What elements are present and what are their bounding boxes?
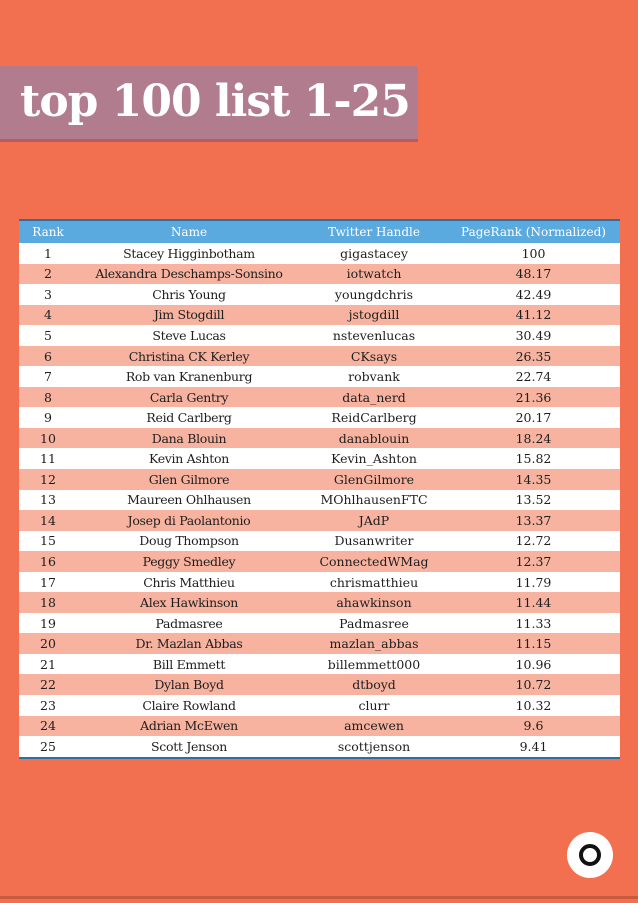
pagerank-cell: 10.72 [447, 674, 620, 695]
rank-cell: 11 [19, 448, 77, 469]
name-cell: Jim Stogdill [77, 305, 301, 326]
rank-cell: 4 [19, 305, 77, 326]
handle-cell: gigastacey [301, 243, 447, 264]
name-cell: Adrian McEwen [77, 716, 301, 737]
table-row [19, 716, 620, 737]
pagerank-cell: 10.96 [447, 654, 620, 675]
table-row [19, 490, 620, 511]
handle-cell: Padmasree [301, 613, 447, 634]
pagerank-cell: 13.37 [447, 510, 620, 531]
table-row [19, 695, 620, 716]
pagerank-cell: 13.52 [447, 490, 620, 511]
table-row [19, 654, 620, 675]
title-band [0, 66, 418, 142]
table-row [19, 572, 620, 593]
name-cell: Josep di Paolantonio [77, 510, 301, 531]
name-cell: Reid Carlberg [77, 407, 301, 428]
name-cell: Chris Young [77, 284, 301, 305]
name-cell: Steve Lucas [77, 325, 301, 346]
rank-cell: 7 [19, 366, 77, 387]
handle-cell: iotwatch [301, 264, 447, 285]
table-row [19, 448, 620, 469]
name-cell: Rob van Kranenburg [77, 366, 301, 387]
handle-cell: data_nerd [301, 387, 447, 408]
pagerank-cell: 10.32 [447, 695, 620, 716]
pagerank-cell: 14.35 [447, 469, 620, 490]
table-row [19, 387, 620, 408]
header-name: Name [77, 220, 301, 243]
rank-cell: 1 [19, 243, 77, 264]
rank-cell: 18 [19, 592, 77, 613]
rank-cell: 5 [19, 325, 77, 346]
rank-cell: 17 [19, 572, 77, 593]
table-row [19, 674, 620, 695]
table-row [19, 305, 620, 326]
table-row [19, 264, 620, 285]
name-cell: Maureen Ohlhausen [77, 490, 301, 511]
rank-cell: 13 [19, 490, 77, 511]
name-cell: Dana Blouin [77, 428, 301, 449]
name-cell: Doug Thompson [77, 531, 301, 552]
handle-cell: mazlan_abbas [301, 633, 447, 654]
pagerank-cell: 9.6 [447, 716, 620, 737]
header-handle: Twitter Handle [301, 220, 447, 243]
rank-cell: 16 [19, 551, 77, 572]
name-cell: Alexandra Deschamps-Sonsino [77, 264, 301, 285]
pagerank-cell: 48.17 [447, 264, 620, 285]
rank-cell: 25 [19, 736, 77, 758]
table-row [19, 346, 620, 367]
pagerank-cell: 30.49 [447, 325, 620, 346]
name-cell: Scott Jenson [77, 736, 301, 758]
name-cell: Bill Emmett [77, 654, 301, 675]
rank-cell: 23 [19, 695, 77, 716]
rank-cell: 21 [19, 654, 77, 675]
rank-cell: 14 [19, 510, 77, 531]
rank-cell: 12 [19, 469, 77, 490]
handle-cell: JAdP [301, 510, 447, 531]
rank-cell: 20 [19, 633, 77, 654]
pagerank-cell: 9.41 [447, 736, 620, 758]
rank-cell: 8 [19, 387, 77, 408]
handle-cell: jstogdill [301, 305, 447, 326]
table-row [19, 284, 620, 305]
pagerank-cell: 11.44 [447, 592, 620, 613]
table-row [19, 531, 620, 552]
handle-cell: Dusanwriter [301, 531, 447, 552]
ranking-table [19, 219, 620, 759]
pagerank-cell: 22.74 [447, 366, 620, 387]
name-cell: Dylan Boyd [77, 674, 301, 695]
pagerank-cell: 12.72 [447, 531, 620, 552]
name-cell: Dr. Mazlan Abbas [77, 633, 301, 654]
handle-cell: robvank [301, 366, 447, 387]
pagerank-cell: 15.82 [447, 448, 620, 469]
handle-cell: amcewen [301, 716, 447, 737]
name-cell: Chris Matthieu [77, 572, 301, 593]
table-row [19, 366, 620, 387]
pagerank-cell: 42.49 [447, 284, 620, 305]
handle-cell: danablouin [301, 428, 447, 449]
name-cell: Carla Gentry [77, 387, 301, 408]
name-cell: Alex Hawkinson [77, 592, 301, 613]
bottom-divider [0, 896, 638, 899]
name-cell: Stacey Higginbotham [77, 243, 301, 264]
handle-cell: ReidCarlberg [301, 407, 447, 428]
pagerank-cell: 26.35 [447, 346, 620, 367]
name-cell: Claire Rowland [77, 695, 301, 716]
rank-cell: 15 [19, 531, 77, 552]
table-row [19, 407, 620, 428]
name-cell: Christina CK Kerley [77, 346, 301, 367]
pagerank-cell: 100 [447, 243, 620, 264]
pagerank-cell: 20.17 [447, 407, 620, 428]
rank-cell: 24 [19, 716, 77, 737]
handle-cell: scottjenson [301, 736, 447, 758]
pagerank-cell: 11.15 [447, 633, 620, 654]
table-row [19, 551, 620, 572]
table-body [19, 243, 620, 758]
pagerank-cell: 11.79 [447, 572, 620, 593]
table-row [19, 243, 620, 264]
name-cell: Glen Gilmore [77, 469, 301, 490]
rank-cell: 22 [19, 674, 77, 695]
page-title: top 100 list 1-25 [20, 76, 410, 127]
handle-cell: chrismatthieu [301, 572, 447, 593]
handle-cell: MOhlhausenFTC [301, 490, 447, 511]
name-cell: Peggy Smedley [77, 551, 301, 572]
table-row [19, 592, 620, 613]
pagerank-cell: 18.24 [447, 428, 620, 449]
rank-cell: 6 [19, 346, 77, 367]
pagerank-cell: 41.12 [447, 305, 620, 326]
handle-cell: youngdchris [301, 284, 447, 305]
rank-cell: 2 [19, 264, 77, 285]
header-pagerank: PageRank (Normalized) [447, 220, 620, 243]
table-row [19, 469, 620, 490]
table-row [19, 633, 620, 654]
handle-cell: ConnectedWMag [301, 551, 447, 572]
table-header-row [19, 220, 620, 243]
name-cell: Kevin Ashton [77, 448, 301, 469]
table-row [19, 613, 620, 634]
pagerank-cell: 11.33 [447, 613, 620, 634]
rank-cell: 9 [19, 407, 77, 428]
logo-ring [579, 844, 601, 866]
pagerank-cell: 12.37 [447, 551, 620, 572]
rank-cell: 10 [19, 428, 77, 449]
pagerank-cell: 21.36 [447, 387, 620, 408]
table-row [19, 510, 620, 531]
handle-cell: ahawkinson [301, 592, 447, 613]
handle-cell: billemmett000 [301, 654, 447, 675]
header-rank: Rank [19, 220, 77, 243]
rank-cell: 3 [19, 284, 77, 305]
table-row [19, 736, 620, 758]
name-cell: Padmasree [77, 613, 301, 634]
ring-logo-icon [567, 832, 613, 878]
handle-cell: clurr [301, 695, 447, 716]
handle-cell: GlenGilmore [301, 469, 447, 490]
handle-cell: CKsays [301, 346, 447, 367]
table-row [19, 428, 620, 449]
handle-cell: nstevenlucas [301, 325, 447, 346]
rank-cell: 19 [19, 613, 77, 634]
handle-cell: Kevin_Ashton [301, 448, 447, 469]
handle-cell: dtboyd [301, 674, 447, 695]
table-row [19, 325, 620, 346]
